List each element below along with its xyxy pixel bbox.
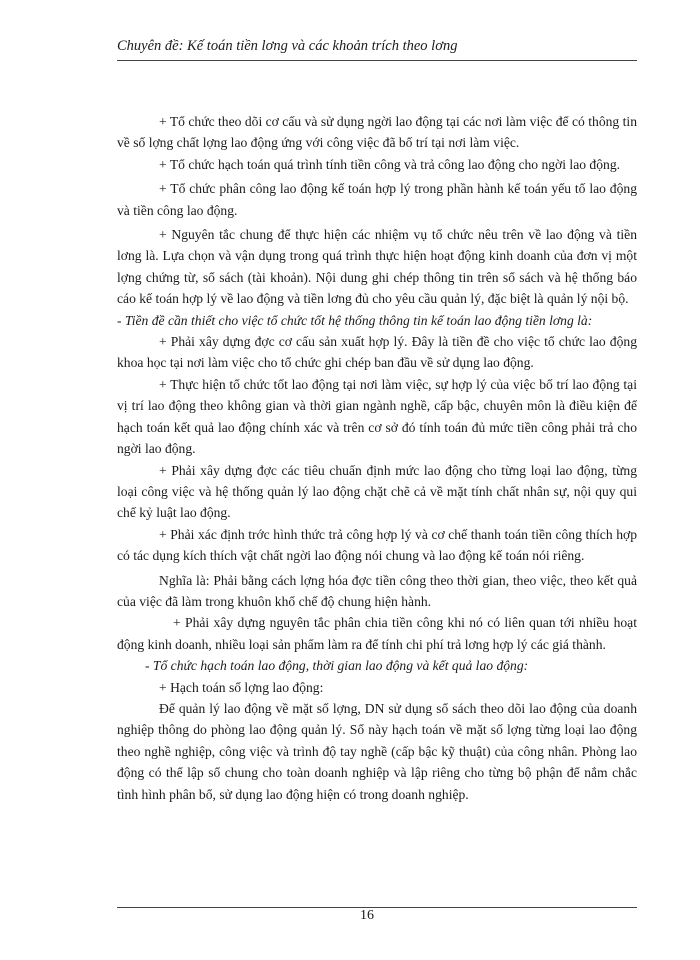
section-heading: - Tổ chức hạch toán lao động, thời gian lao động và kết quả lao động: xyxy=(145,658,529,674)
document-header: Chuyên đề: Kế toán tiền lơng và các khoản trích theo lơng xyxy=(117,38,458,54)
paragraph: + Phải xác định trớc hình thức trả công hợp lý và cơ chế thanh toán tiền công thích hợp có tác dụng kích thích vật chất ngời lao động nói chung và lao động kế toán nói riêng. xyxy=(117,526,637,564)
paragraph: + Phải xây dựng đợc các tiêu chuẩn định mức lao động cho từng loại lao động, từng loại công việc và hệ thống quản lý lao động chặt chẽ cả về mặt tính chất nhân sự, nội quy qui chế kỷ luật lao động. xyxy=(117,462,637,521)
page-number: 16 xyxy=(360,908,374,923)
paragraph: + Phải xây dựng đợc cơ cấu sản xuất hợp lý. Đây là tiền đề cho việc tổ chức lao động khoa học tại nơi làm việc cho tổ chức ghi chép ban đầu về sử dụng lao động. xyxy=(117,334,637,371)
paragraph: + Tổ chức theo dõi cơ cấu và sử dụng ngời lao động tại các nơi làm việc để có thông tin về số lợng chất lợng lao động ứng với công việc đã bố trí tại nơi làm việc. xyxy=(117,114,637,151)
section-heading: - Tiền đề cần thiết cho việc tổ chức tốt hệ thống thông tin kế toán lao động tiền lơng là: xyxy=(117,312,593,328)
paragraph: + Hạch toán số lợng lao động: xyxy=(159,679,324,695)
document-body xyxy=(117,111,637,805)
paragraph: Nghĩa là: Phải bằng cách lợng hóa đợc tiền công theo thời gian, theo việc, theo kết quả của việc đã làm trong khuôn khổ chế độ chung hiện hành. xyxy=(117,572,637,609)
paragraph: + Phải xây dựng nguyên tắc phân chia tiền công khi nó có liên quan tới nhiều hoạt động kinh doanh, nhiều loại sản phẩm làm ra để tính chi phí trả lơng hợp lý các giá thành. xyxy=(117,615,637,652)
paragraph: + Tổ chức hạch toán quá trình tính tiền công và trả công lao động cho ngời lao động. xyxy=(159,156,621,172)
footer-rule xyxy=(117,907,637,908)
paragraph: + Nguyên tắc chung để thực hiện các nhiệm vụ tổ chức nêu trên về lao động và tiền lơng là. Lựa chọn và vận dụng trong quá trình thực hiện hoạt động kinh doanh của đơn vị một lợng chứng từ, sổ sách (tài khoản). Nội dung ghi chép thông tin trên sổ sách và hệ thống báo cáo kế toán hợp lý về lao động và tiền lơng đủ cho yêu cầu quản lý, đặc biệt là quản lý nội bộ. xyxy=(117,227,637,307)
paragraph: Để quản lý lao động về mặt số lợng, DN sử dụng sổ sách theo dõi lao động của doanh nghiệp thông do phòng lao động quản lý. Sổ này hạch toán về mặt số lợng từng loại lao động theo nghề nghiệp, công việc và trình độ tay nghề (cấp bậc kỹ thuật) của công nhân. Phòng lao động có thể lập sổ chung cho toàn doanh nghiệp và lập riêng cho từng bộ phận để nắm chắc tình hình phân bổ, sử dụng lao động hiện có trong doanh nghiệp. xyxy=(117,700,637,802)
paragraph: + Thực hiện tổ chức tốt lao động tại nơi làm việc, sự hợp lý của việc bố trí lao động tại vị trí lao động theo không gian và thời gian ngành nghề, cấp bậc, chuyên môn là điều kiện để hạch toán kết quả lao động chính xác và trên cơ sở đó tính toán đủ mức tiền công phải trả cho ngời lao động. xyxy=(117,376,637,457)
header-rule xyxy=(117,60,637,61)
paragraph: + Tổ chức phân công lao động kế toán hợp lý trong phần hành kế toán yếu tố lao động và tiền công lao động. xyxy=(117,181,637,218)
